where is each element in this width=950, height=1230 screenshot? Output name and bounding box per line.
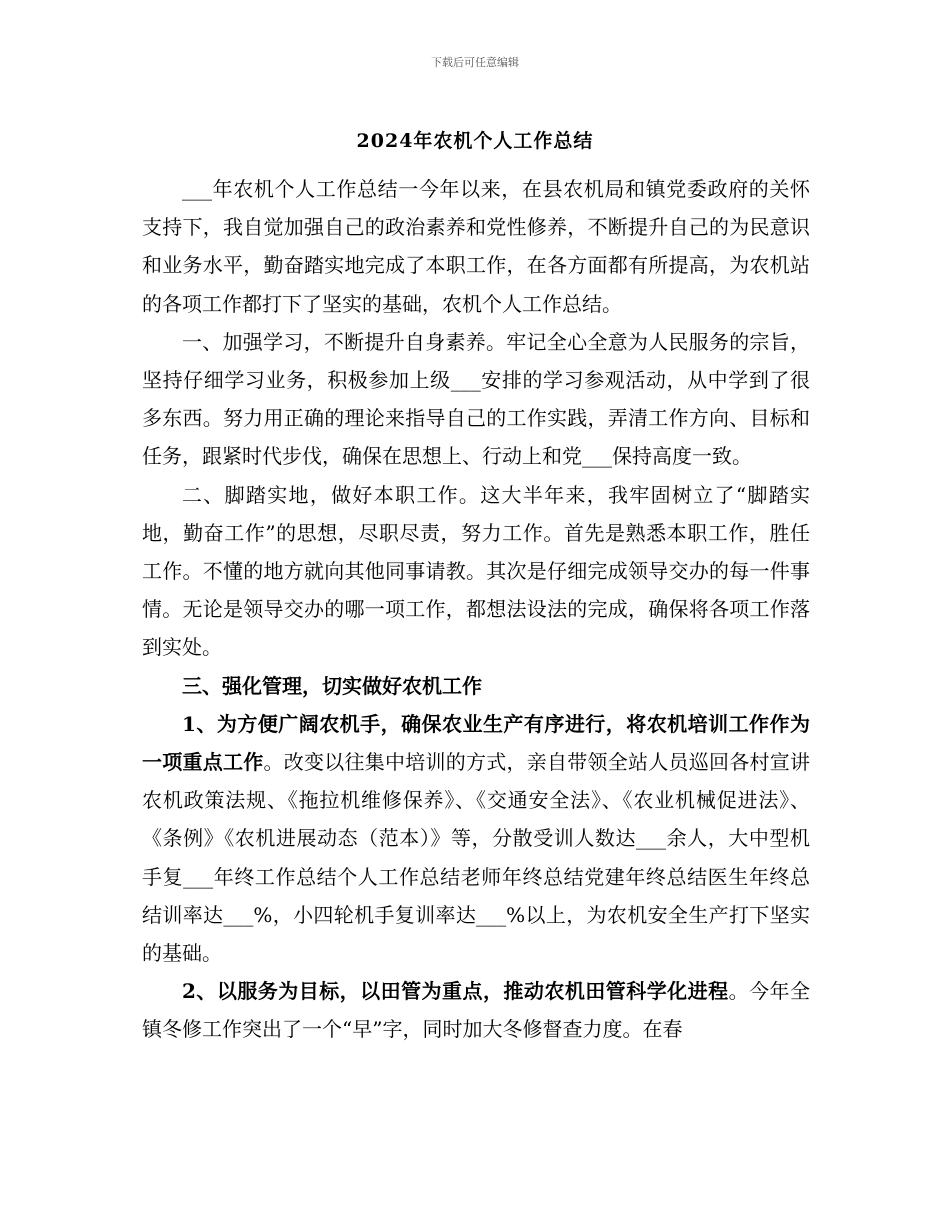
paragraph-item-1 (142, 705, 810, 972)
item-2-text: 。今年全镇冬修工作突出了一个“早”字，同时加大冬修督查力度。在春 (142, 979, 811, 1042)
paragraph-section-1: 一、加强学习，不断提升自身素养。牢记全心全意为人民服务的宗旨，坚持仔细学习业务，积极参加上级___安排的学习参观活动，从中学到了很多东西。努力用正确的理论来指导自己的工作实践，弄清工作方向、目标和任务，跟紧时代步伐，确保在思想上、行动上和党___保持高度一致。 (142, 329, 810, 469)
item-1-lead: 1、为方便广阔农机手，确保农业生产有序进行，将农机培训工作作为一项重点工作 (142, 711, 810, 775)
header-note: 下载后可任意编辑 (431, 56, 519, 69)
document-body (142, 170, 810, 1049)
paragraph-intro: ___年农机个人工作总结一今年以来，在县农机局和镇党委政府的关怀支持下，我自觉加强自己的政治素养和党性修养，不断提升自己的为民意识和业务水平，勤奋踏实地完成了本职工作，在各方面都有所提高，为农机站的各项工作都打下了坚实的基础，农机个人工作总结。 (142, 177, 810, 316)
paragraph-section-2: 二、脚踏实地，做好本职工作。这大半年来，我牢固树立了“脚踏实地，勤奋工作”的思想，尽职尽责，努力工作。首先是熟悉本职工作，胜任工作。不懂的地方就向其他同事请教。其次是仔细完成领导交办的每一件事情。无论是领导交办的哪一项工作，都想法设法的完成，确保将各项工作落到实处。 (142, 482, 810, 660)
page-title: 2024年农机个人工作总结 (356, 130, 594, 152)
section-3-heading: 三、强化管理，切实做好农机工作 (182, 673, 482, 698)
item-2-lead: 2、以服务为目标，以田管为重点，推动农机田管科学化进程 (182, 979, 729, 1004)
paragraph-item-2 (142, 972, 810, 1048)
item-1-text: 。改变以往集中培训的方式，亲自带领全站人员巡回各村宣讲农机政策法规、《拖拉机维修保养》、《交通安全法》、《农业机械促进法》、《条例》《农机进展动态（范本）》等，分散受训人数达___余人，大中型机手复___年终工作总结个人工作总结老师年终总结党建年终总结医生年终总结训率达___%，小四轮机手复训率达___%以上，为农机安全生产打下坚实的基础。 (142, 750, 810, 966)
